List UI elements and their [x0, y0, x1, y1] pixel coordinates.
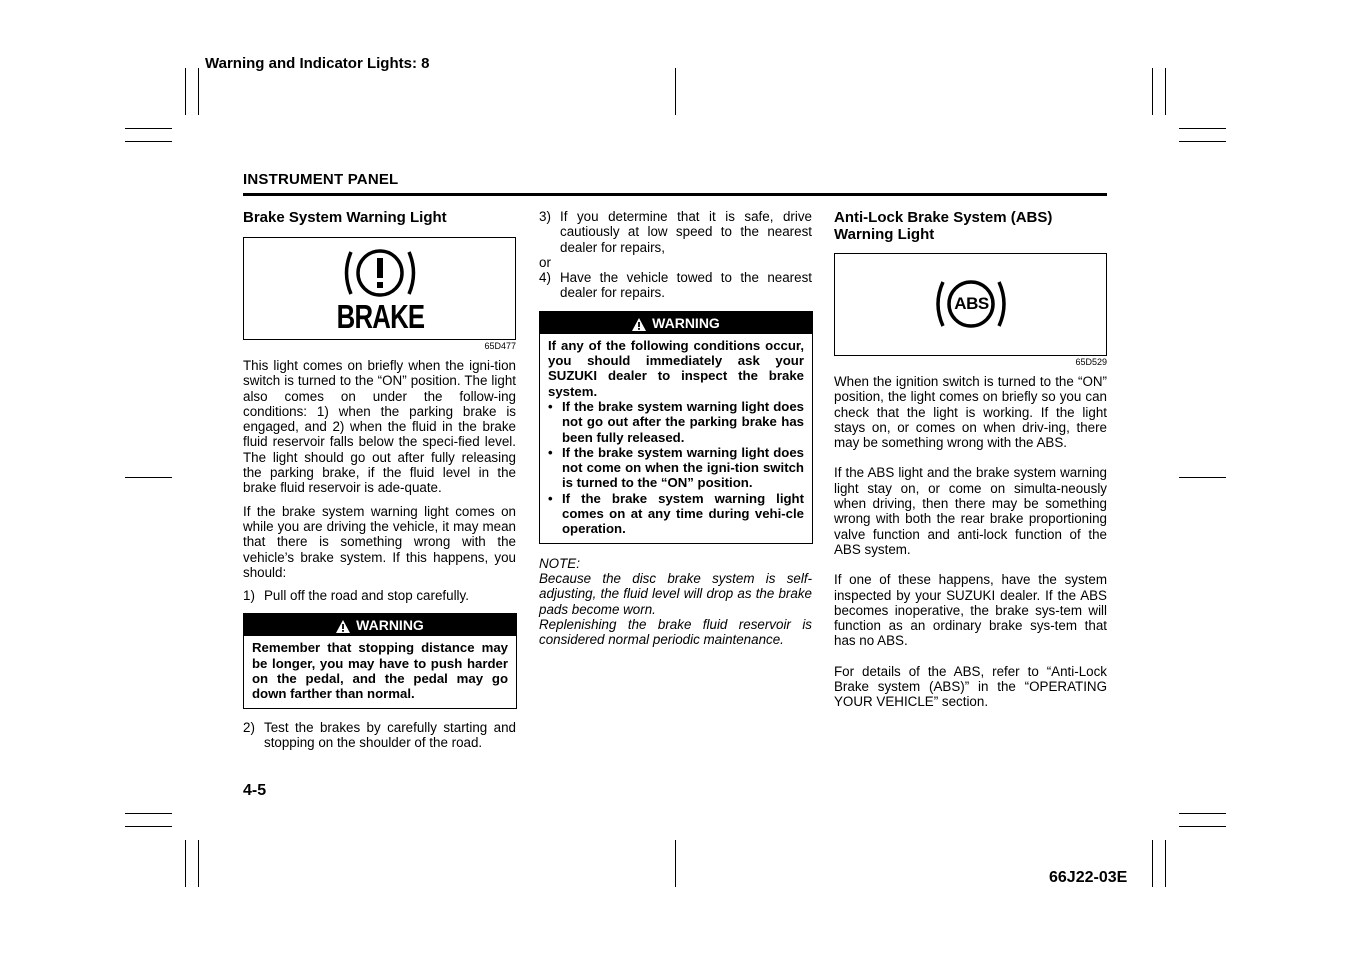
crop-mark — [1179, 128, 1226, 129]
warning-box — [243, 613, 517, 708]
crop-mark — [1179, 141, 1226, 142]
brake-label: BRAKE — [336, 298, 425, 335]
abs-paragraph-4: For details of the ABS, refer to “Anti-Lock Brake system (ABS)” in the “OPERATING YOUR VEHICLE” section. — [834, 663, 1107, 710]
warning-content — [540, 334, 812, 543]
brake-heading: Brake System Warning Light — [243, 209, 447, 226]
column-1 — [243, 209, 516, 750]
crop-mark — [185, 840, 186, 887]
warning-title: WARNING — [652, 314, 720, 331]
bullet-mark: • — [548, 444, 553, 460]
crop-mark — [675, 840, 676, 887]
crop-mark — [675, 68, 676, 115]
step-number: 4) — [539, 270, 551, 286]
warning-intro: If any of the following conditions occur, you should immediately ask your SUZUKI dealer to inspect the brake system. — [548, 337, 804, 399]
abs-heading-line-2: Warning Light — [834, 226, 935, 243]
warning-bullet — [548, 445, 804, 491]
warning-box — [539, 311, 813, 544]
column-2 — [539, 209, 812, 647]
warning-title: WARNING — [356, 617, 424, 634]
crop-mark — [1179, 826, 1226, 827]
abs-paragraph-1: When the ignition switch is turned to the “ON” position, the light comes on briefly so you can check that the light is working. If the light stays on, or comes on when driv-ing, there may be something wrong with the ABS. — [834, 374, 1107, 451]
crop-mark — [1152, 840, 1153, 887]
crop-mark — [125, 813, 172, 814]
brake-figure — [243, 237, 516, 340]
step-text: Pull off the road and stop carefully. — [264, 588, 469, 604]
brake-paragraph-2: If the brake system warning light comes on while you are driving the vehicle, it may mean that there is something wrong with the vehicle’s brake system. If this happens, you should: — [243, 503, 516, 580]
step-4 — [539, 270, 812, 301]
bullet-text: If the brake system warning light comes on at any time during vehi-cle operation. — [562, 490, 804, 537]
bullet-text: If the brake system warning light does not go out after the parking brake has been fully released. — [562, 398, 804, 445]
step-text: Test the brakes by carefully starting and stopping on the shoulder of the road. — [264, 719, 516, 750]
running-header: Warning and Indicator Lights: 8 — [205, 55, 430, 72]
figure-code: 65D477 — [484, 341, 516, 351]
warning-bullet — [548, 491, 804, 537]
step-3 — [539, 209, 812, 255]
step-text: Have the vehicle towed to the nearest dealer for repairs. — [560, 270, 812, 301]
abs-label: ABS — [954, 294, 989, 313]
crop-mark — [1179, 813, 1226, 814]
crop-mark — [1165, 68, 1166, 115]
crop-mark — [1152, 68, 1153, 115]
warning-header — [244, 614, 516, 636]
page-number: 4-5 — [243, 782, 267, 799]
figure-code: 65D529 — [1075, 357, 1107, 367]
abs-paragraph-2: If the ABS light and the brake system warning light stay on, or come on simulta-neously when driving, then there may be something wrong with both the rear brake proportioning valve function and anti-lock function of the ABS system. — [834, 465, 1107, 557]
crop-mark — [1165, 840, 1166, 887]
step-2 — [243, 720, 516, 751]
crop-mark — [125, 477, 172, 478]
section-rule — [243, 193, 1107, 196]
bullet-mark: • — [548, 490, 553, 506]
document-code: 66J22-03E — [1049, 869, 1128, 886]
step-1 — [243, 588, 516, 603]
crop-mark — [198, 840, 199, 887]
crop-mark — [125, 141, 172, 142]
note-title: NOTE: — [539, 555, 580, 571]
bullet-mark: • — [548, 398, 553, 414]
crop-mark — [185, 68, 186, 115]
crop-mark — [1179, 477, 1226, 478]
crop-mark — [125, 128, 172, 129]
brake-paragraph-1: This light comes on briefly when the igni-tion switch is turned to the “ON” position. The light also comes on under the follow-ing conditions: 1) when the parking brake is engaged, and 2) when the fluid in the brake fluid reservoir falls below the speci-fied level. The light should go out after fully releasing the parking brake, if the fluid level in the brake fluid reservoir is ade-quate. — [243, 358, 516, 496]
note-text-2: Replenishing the brake fluid reservoir is considered normal periodic maintenance. — [539, 616, 812, 648]
column-3 — [834, 209, 1107, 710]
warning-text: Remember that stopping distance may be longer, you may have to push harder on the pedal, and the pedal may go down farther than normal. — [252, 640, 508, 702]
abs-paragraph-3: If one of these happens, have the system inspected by your SUZUKI dealer. If the ABS becomes inoperative, the brake sys-tem will function as an ordinary brake sys-tem that has no ABS. — [834, 572, 1107, 649]
section-title: INSTRUMENT PANEL — [243, 171, 399, 188]
warning-header — [540, 312, 812, 334]
warning-triangle-icon — [632, 318, 646, 331]
abs-heading-line-1: Anti-Lock Brake System (ABS) — [834, 209, 1053, 226]
step-number: 1) — [243, 588, 255, 604]
step-text: If you determine that it is safe, drive cautiously at low speed to the nearest dealer for repairs, — [560, 209, 812, 255]
warning-triangle-icon — [336, 620, 350, 633]
bullet-text: If the brake system warning light does not come on when the igni-tion switch is turned to the “ON” position. — [562, 444, 804, 491]
warning-bullet — [548, 399, 804, 445]
crop-mark — [198, 68, 199, 115]
crop-mark — [125, 826, 172, 827]
abs-figure — [834, 253, 1107, 356]
note-text-1: Because the disc brake system is self-adjusting, the fluid level will drop as the brake pads become worn. — [539, 570, 812, 617]
step-number: 2) — [243, 719, 255, 735]
or-text: or — [539, 254, 551, 270]
step-number: 3) — [539, 209, 551, 224]
